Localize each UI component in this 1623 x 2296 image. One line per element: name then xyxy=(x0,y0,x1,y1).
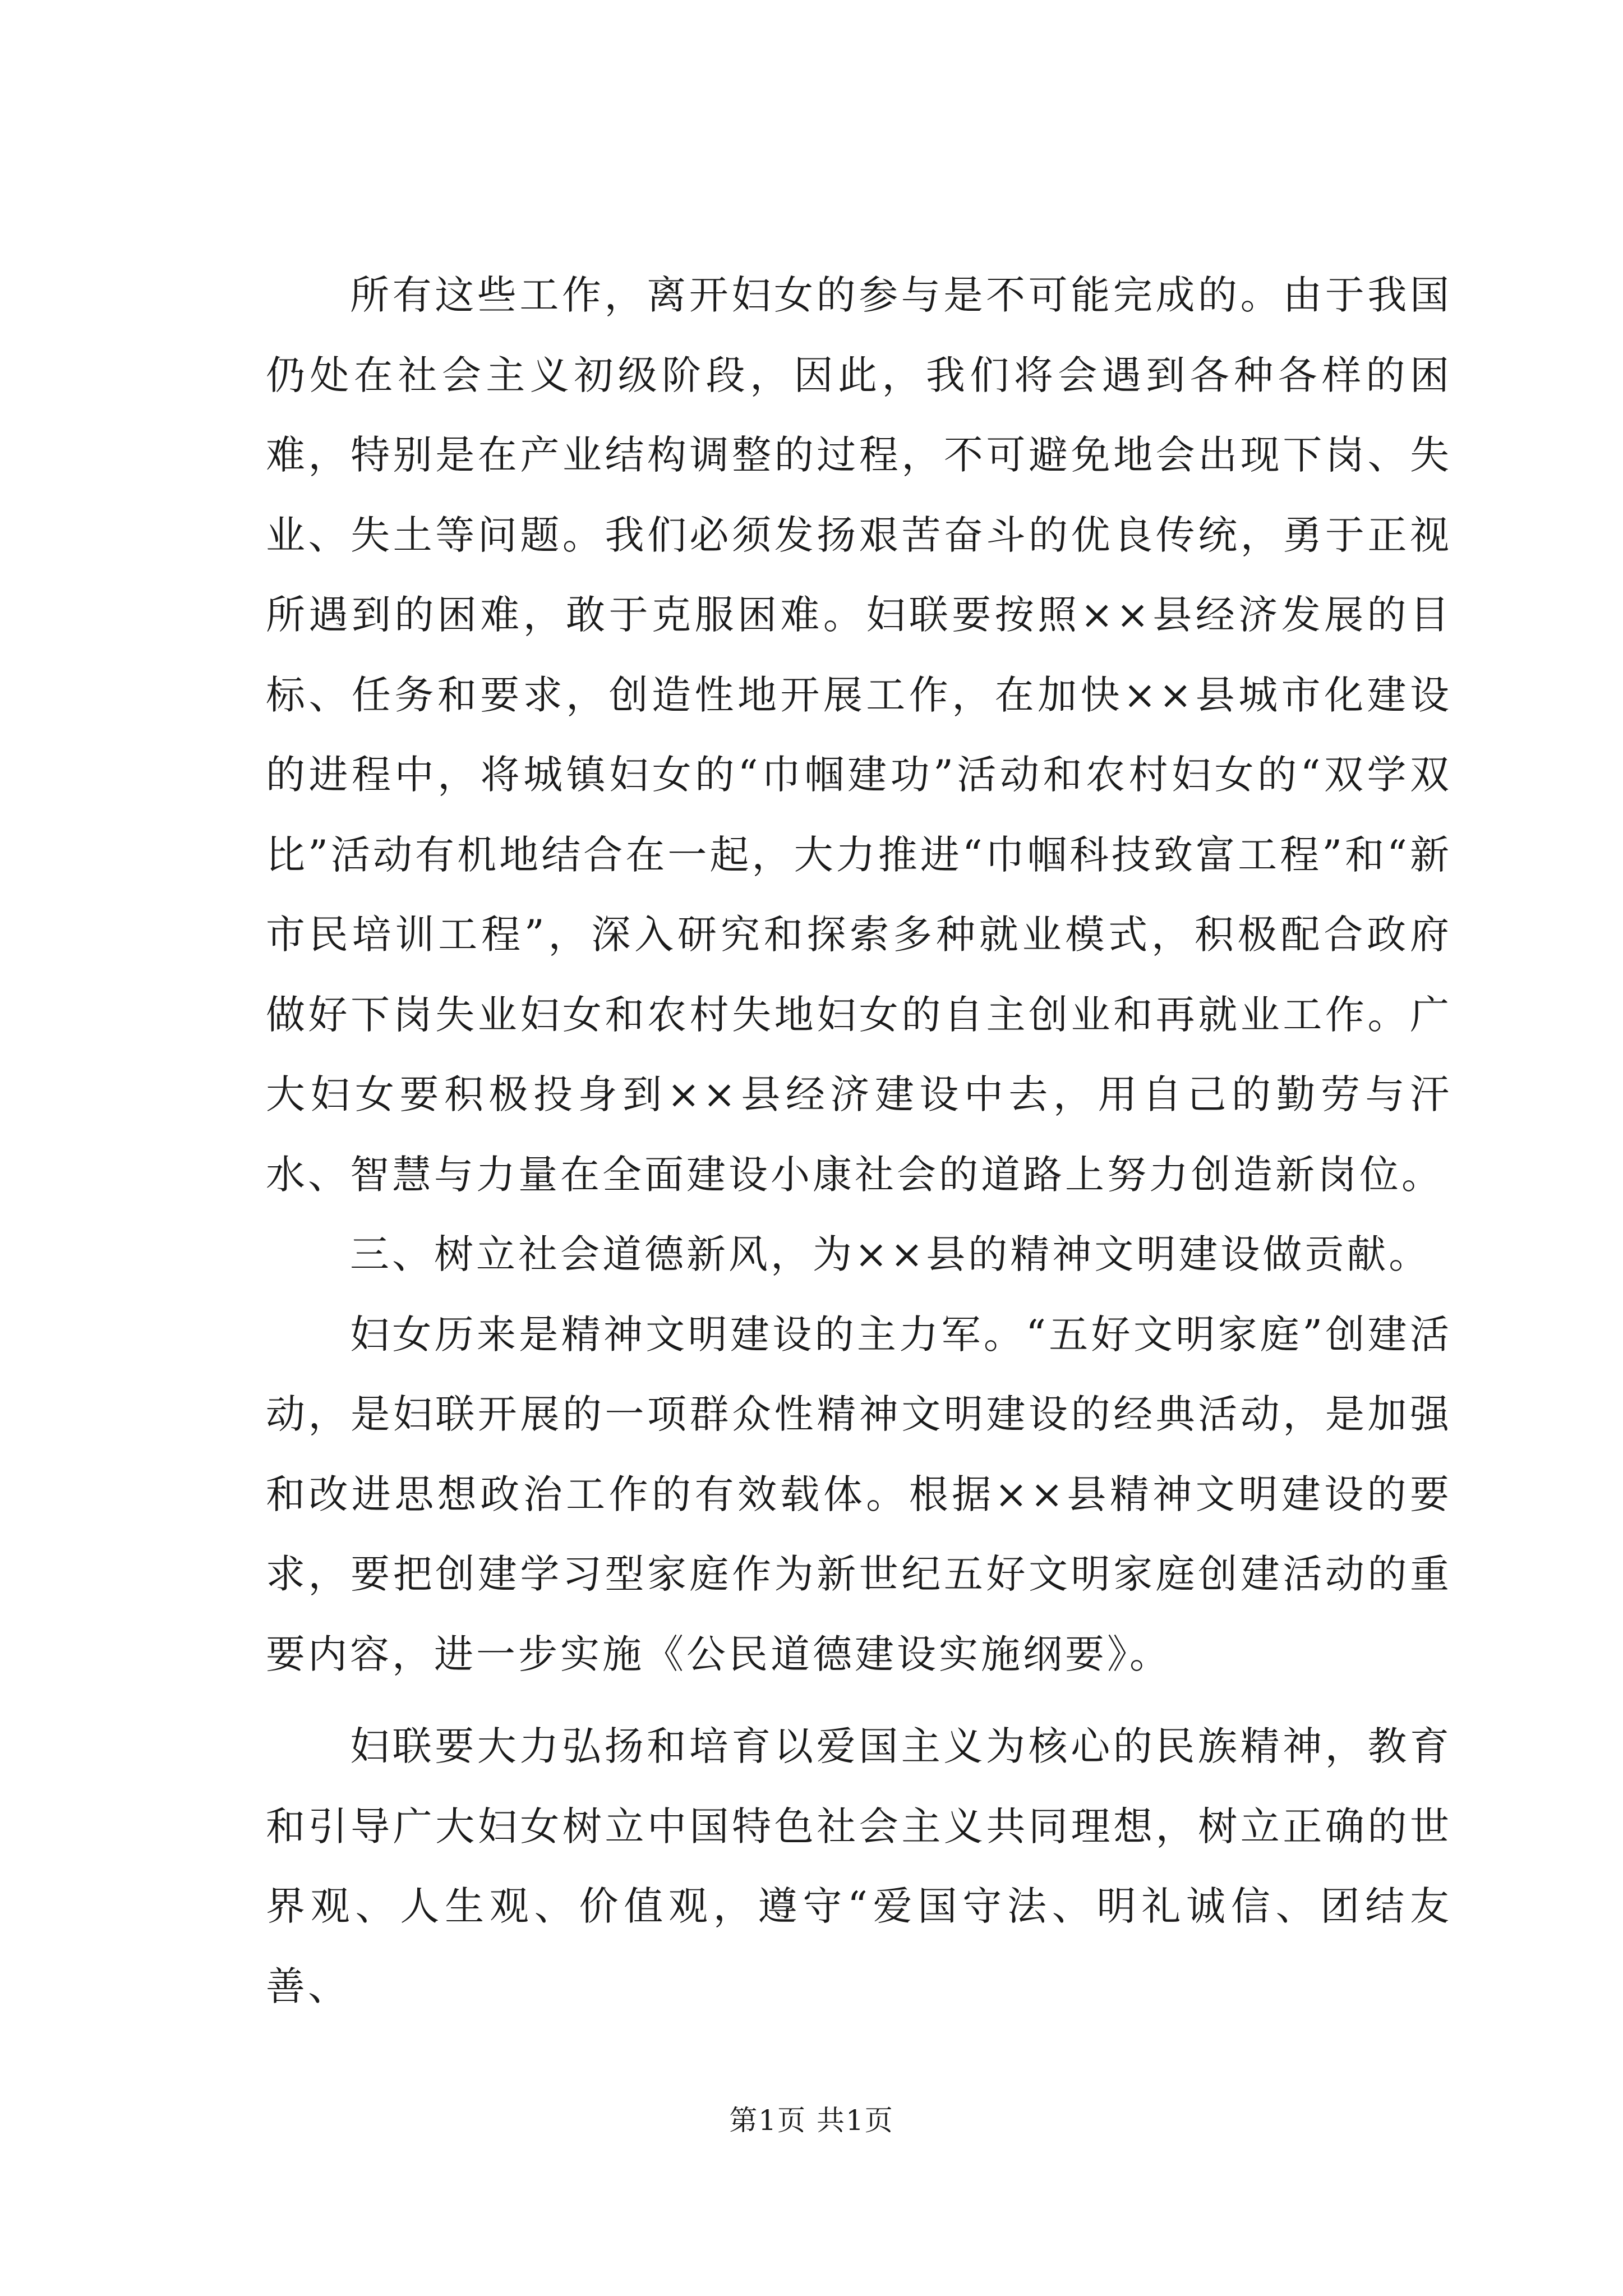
section-heading-moral-ethos: 三、树立社会道德新风，为××县的精神文明建设做贡献。 xyxy=(350,1231,1431,1277)
paragraph-employment: 所有这些工作，离开妇女的参与是不可能完成的。由于我国仍处在社会主义初级阶段，因此，我们将会遇到各种各样的困难，特别是在产业结构调整的过程，不可避免地会出现下岗、失业、失土等问题。我们必须发扬艰苦奋斗的优良传统，勇于正视所遇到的困难，敢于克服困难。妇联要按照××县经济发展的目标、任务和要求，创造性地开展工作，在加快××县城市化建设的进程中，将城镇妇女的“巾帼建功”活动和农村妇女的“双学双比”活动有机地结合在一起，大力推进“巾帼科技致富工程”和“新市民培训工程”，深入研究和探索多种就业模式，积极配合政府做好下岗失业妇女和农村失地妇女的自主创业和再就业工作。广大妇女要积极投身到××县经济建设中去，用自己的勤劳与汗水、智慧与力量在全面建设小康社会的道路上努力创造新岗位。 xyxy=(266,272,1452,1198)
document-body xyxy=(266,255,1452,2026)
paragraph-civilized-families: 妇女历来是精神文明建设的主力军。“五好文明家庭”创建活动，是妇联开展的一项群众性精神文明建设的经典活动，是加强和改进思想政治工作的有效载体。根据××县精神文明建设的要求，要把创建学习型家庭作为新世纪五好文明家庭创建活动的重要内容，进一步实施《公民道德建设实施纲要》。 xyxy=(266,1311,1452,1677)
page-footer: 第1页 共1页 xyxy=(729,2104,894,2137)
paragraph-national-spirit: 妇联要大力弘扬和培育以爱国主义为核心的民族精神，教育和引导广大妇女树立中国特色社会主义共同理想，树立正确的世界观、人生观、价值观，遵守“爱国守法、明礼诚信、团结友善、 xyxy=(266,1723,1452,2009)
